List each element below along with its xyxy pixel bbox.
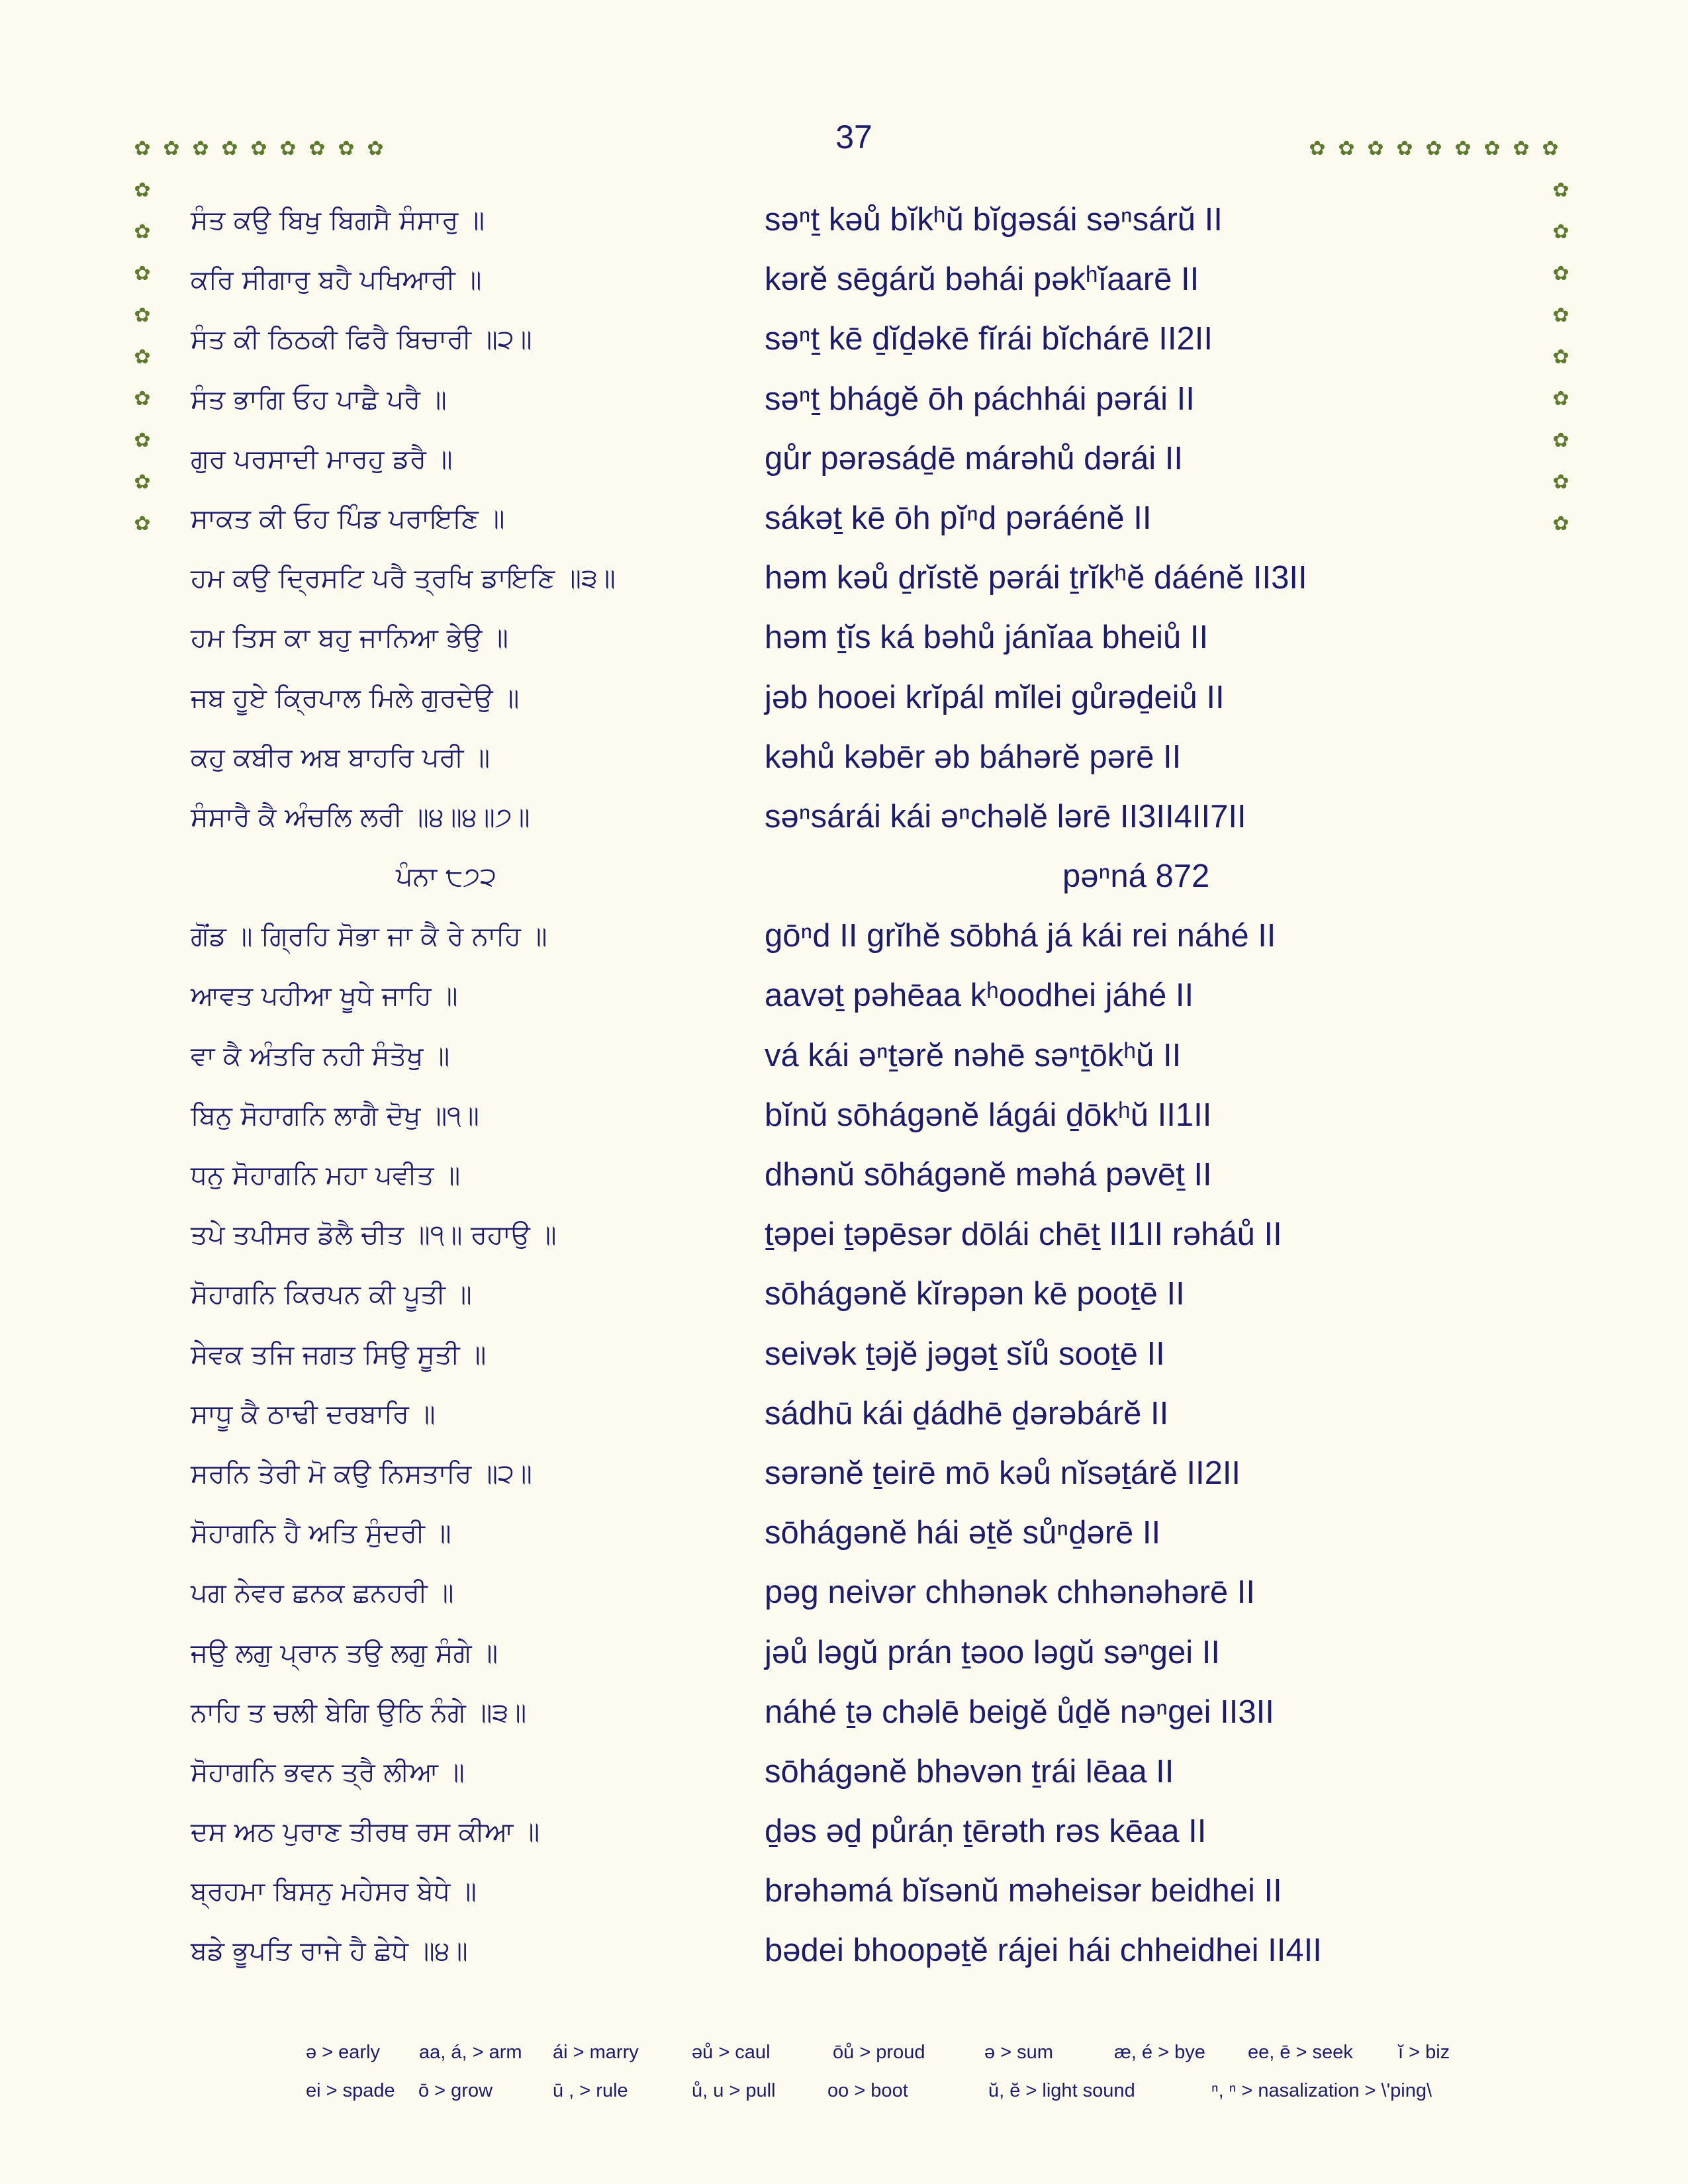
flower-ornament-icon: ✿ xyxy=(134,429,151,452)
transliteration-text: həm ṯĭs ká bəhů jánĭaa bheiů II xyxy=(765,619,1209,656)
gurmukhi-text: ਸੋਹਾਗਨਿ ਭਵਨ ਤ੍ਰੈ ਲੀਆ ॥ xyxy=(191,1756,465,1788)
transliteration-text: jəů ləgŭ prán ṯəoo ləgŭ səⁿgei II xyxy=(765,1634,1221,1670)
transliteration-text: ḏəs əḏ půráṇ ṯērəth rəs kēaa II xyxy=(765,1813,1207,1850)
flower-ornament-icon: ✿ xyxy=(134,471,151,494)
transliteration-text: bĭnŭ sōhágənĕ lágái ḏōkʰŭ II1II xyxy=(765,1097,1212,1133)
transliteration-text: brəhəmá bĭsənŭ məheisər beidhei II xyxy=(765,1873,1282,1909)
flower-ornament-icon: ✿ xyxy=(1513,137,1530,160)
legend-item: ə > early xyxy=(306,2042,381,2063)
gurmukhi-text: ਸੰਤ ਭਾਗਿ ਓਹ ਪਾਛੈ ਪਰੈ ॥ xyxy=(191,384,447,415)
verse-row xyxy=(0,1386,1688,1445)
transliteration-text: səⁿsárái kái əⁿchəlĕ lərē II3II4II7II xyxy=(765,798,1246,835)
flower-ornament-icon: ✿ xyxy=(134,179,151,202)
legend-row xyxy=(0,2042,1688,2080)
verse-row xyxy=(0,1445,1688,1505)
flower-ornament-icon: ✿ xyxy=(367,137,384,160)
legend-item: ⁿ, ⁿ > nasalization > \'ping\ xyxy=(1211,2080,1432,2101)
verse-row xyxy=(0,1206,1688,1266)
legend-item: ōů > proud xyxy=(833,2042,925,2063)
legend-item: ei > spade xyxy=(306,2080,395,2101)
gurmukhi-text: ਧਨੁ ਸੋਹਾਗਨਿ ਮਹਾ ਪਵੀਤ ॥ xyxy=(191,1160,461,1191)
flower-ornament-icon: ✿ xyxy=(134,304,151,327)
gurmukhi-text: ਪਗ ਨੇਵਰ ਛਨਕ ਛਨਹਰੀ ॥ xyxy=(191,1578,454,1609)
verse-row xyxy=(0,1625,1688,1684)
flower-ornament-icon: ✿ xyxy=(1552,429,1570,452)
verse-row xyxy=(0,311,1688,371)
legend-row xyxy=(0,2080,1688,2118)
transliteration-text: seivək ṯəjĕ jəgəṯ sĭů sooṯē II xyxy=(765,1336,1165,1372)
transliteration-text: səⁿṯ bhágĕ ōh páchhái pərái II xyxy=(765,381,1195,417)
verse-row xyxy=(0,490,1688,550)
flower-ornament-icon: ✿ xyxy=(1542,137,1559,160)
verse-row xyxy=(0,1565,1688,1624)
legend-item: ee, ē > seek xyxy=(1248,2042,1353,2063)
gurmukhi-text: ਬ੍ਰਹਮਾ ਬਿਸਨੁ ਮਹੇਸਰ ਬੇਧੇ ॥ xyxy=(191,1876,477,1907)
flower-ornament-icon: ✿ xyxy=(1552,512,1570,535)
verse-row xyxy=(0,1803,1688,1863)
flower-ornament-icon: ✿ xyxy=(1425,137,1442,160)
page-number: 37 xyxy=(835,118,872,156)
transliteration-text: náhé ṯə chəlē beigĕ ůḏĕ nəⁿgei II3II xyxy=(765,1694,1274,1730)
verse-row xyxy=(0,670,1688,729)
flower-ornament-icon: ✿ xyxy=(1483,137,1501,160)
transliteration-text: jəb hooei krĭpál mĭlei gůrəḏeiů II xyxy=(765,679,1225,715)
gurmukhi-text: ਜਉ ਲਗੁ ਪ੍ਰਾਨ ਤਉ ਲਗੁ ਸੰਗੇ ॥ xyxy=(191,1637,498,1668)
gurmukhi-text: ਗੁਰ ਪਰਸਾਦੀ ਮਾਰਹੁ ਡਰੈ ॥ xyxy=(191,443,453,475)
gurmukhi-text: ਸੰਤ ਕੀ ਠਿਠਕੀ ਫਿਰੈ ਬਿਚਾਰੀ ॥੨॥ xyxy=(191,324,532,355)
flower-ornament-icon: ✿ xyxy=(134,137,151,160)
verse-row xyxy=(0,610,1688,669)
legend-item: ĭ > biz xyxy=(1398,2042,1450,2063)
gurmukhi-text: ਸਰਨਿ ਤੇਰੀ ਮੋ ਕਉ ਨਿਸਤਾਰਿ ॥੨॥ xyxy=(191,1458,532,1489)
gurmukhi-text: ਸੇਵਕ ਤਜਿ ਜਗਤ ਸਿਉ ਸੂਤੀ ॥ xyxy=(191,1339,487,1370)
flower-ornament-icon: ✿ xyxy=(134,262,151,285)
flower-ornament-icon: ✿ xyxy=(1552,345,1570,369)
flower-ornament-icon: ✿ xyxy=(134,387,151,410)
gurmukhi-text: ਜਬ ਹੂਏ ਕ੍ਰਿਪਾਲ ਮਿਲੇ ਗੁਰਦੇਉ ॥ xyxy=(191,682,520,713)
verse-row xyxy=(0,1863,1688,1923)
legend-item: ŭ, ĕ > light sound xyxy=(988,2080,1135,2101)
flower-ornament-icon: ✿ xyxy=(134,345,151,369)
transliteration-text: səⁿṯ kəů bĭkʰŭ bĭgəsái səⁿsárŭ II xyxy=(765,202,1223,238)
verse-row xyxy=(0,251,1688,311)
transliteration-text: sákəṯ kē ōh pĭⁿd pəráénĕ II xyxy=(765,500,1152,536)
flower-ornament-icon: ✿ xyxy=(163,137,180,160)
transliteration-text: vá kái əⁿṯərĕ nəhē səⁿṯōkʰŭ II xyxy=(765,1037,1182,1073)
flower-ornament-icon: ✿ xyxy=(1454,137,1472,160)
legend-item: ū , > rule xyxy=(553,2080,628,2101)
flower-ornament-icon: ✿ xyxy=(250,137,267,160)
transliteration-text: sōhágənĕ hái əṯĕ sůⁿḏərē II xyxy=(765,1515,1161,1551)
verse-row xyxy=(0,1326,1688,1386)
transliteration-text: gůr pərəsáḏē márəhů dərái II xyxy=(765,440,1183,477)
verse-row xyxy=(0,192,1688,251)
transliteration-text: sōhágənĕ bhəvən ṯrái lēaa II xyxy=(765,1753,1174,1790)
flower-ornament-icon: ✿ xyxy=(1396,137,1413,160)
verse-row xyxy=(0,908,1688,968)
flower-ornament-icon: ✿ xyxy=(279,137,297,160)
gurmukhi-text: ਪੰਨਾ ੮੭੨ xyxy=(396,862,497,893)
legend-item: oo > boot xyxy=(827,2080,908,2101)
legend-item: ə > sum xyxy=(984,2042,1053,2063)
transliteration-text: dhənŭ sōhágənĕ məhá pəvēṯ II xyxy=(765,1157,1212,1193)
gurmukhi-text: ਦਸ ਅਠ ਪੁਰਾਣ ਤੀਰਥ ਰਸ ਕੀਆ ॥ xyxy=(191,1817,540,1848)
verse-lines xyxy=(0,192,1688,1983)
flower-ornament-icon: ✿ xyxy=(1552,387,1570,410)
legend-item: ů, u > pull xyxy=(692,2080,776,2101)
gurmukhi-text: ਸੰਸਾਰੈ ਕੈ ਅੰਚਲਿ ਲਰੀ ॥੪॥੪॥੭॥ xyxy=(191,801,530,833)
gurmukhi-text: ਸਾਧੂ ਕੈ ਠਾਢੀ ਦਰਬਾਰਿ ॥ xyxy=(191,1398,436,1430)
gurmukhi-text: ਬਿਨੁ ਸੋਹਾਗਨਿ ਲਾਗੈ ਦੋਖੁ ॥੧॥ xyxy=(191,1100,479,1131)
gurmukhi-text: ਕਰਿ ਸੀਗਾਰੁ ਬਹੈ ਪਖਿਆਰੀ ॥ xyxy=(191,265,482,296)
transliteration-text: həm kəů ḏrĭstĕ pərái ṯrĭkʰĕ dáénĕ II3II xyxy=(765,560,1307,596)
gurmukhi-text: ਨਾਹਿ ਤ ਚਲੀ ਬੇਗਿ ਉਠਿ ਨੰਗੇ ॥੩॥ xyxy=(191,1697,527,1728)
transliteration-text: ṯəpei ṯəpēsər dōlái chēṯ II1II rəháů II xyxy=(765,1216,1282,1253)
flower-ornament-icon: ✿ xyxy=(1552,220,1570,244)
gurmukhi-text: ਆਵਤ ਪਹੀਆ ਖੂਧੇ ਜਾਹਿ ॥ xyxy=(191,981,458,1012)
legend-item: aa, á, > arm xyxy=(419,2042,522,2063)
gurmukhi-text: ਗੋਂਡ ॥ ਗ੍ਰਿਹਿ ਸੋਭਾ ਜਾ ਕੈ ਰੇ ਨਾਹਿ ॥ xyxy=(191,921,547,952)
flower-ornament-icon: ✿ xyxy=(338,137,355,160)
gurmukhi-text: ਤਪੇ ਤਪੀਸਰ ਡੋਲੈ ਚੀਤ ॥੧॥ ਰਹਾਉ ॥ xyxy=(191,1220,557,1251)
transliteration-text: sōhágənĕ kĭrəpən kē pooṯē II xyxy=(765,1276,1185,1312)
verse-row xyxy=(0,1505,1688,1565)
gurmukhi-text: ਬਡੇ ਭੂਪਤਿ ਰਾਜੇ ਹੈ ਛੇਧੇ ॥੪॥ xyxy=(191,1936,468,1967)
verse-row xyxy=(0,1744,1688,1803)
transliteration-text: kəhů kəbēr əb báhərĕ pərē II xyxy=(765,739,1182,775)
flower-ornament-icon: ✿ xyxy=(1367,137,1384,160)
gurmukhi-text: ਸੋਹਾਗਨਿ ਹੈ ਅਤਿ ਸੁੰਦਰੀ ॥ xyxy=(191,1518,451,1549)
flower-ornament-icon: ✿ xyxy=(1309,137,1326,160)
verse-row xyxy=(0,1087,1688,1147)
transliteration-text: pəⁿná 872 xyxy=(1062,858,1210,895)
gurmukhi-text: ਵਾ ਕੈ ਅੰਤਰਿ ਨਹੀ ਸੰਤੋਖੁ ॥ xyxy=(191,1040,450,1071)
gurmukhi-text: ਹਮ ਤਿਸ ਕਾ ਬਹੁ ਜਾਨਿਆ ਭੇਉ ॥ xyxy=(191,623,508,654)
pronunciation-legend xyxy=(0,2042,1688,2118)
flower-ornament-icon: ✿ xyxy=(1338,137,1355,160)
transliteration-text: kərĕ sēgárŭ bəhái pəkʰĭaarē II xyxy=(765,261,1199,298)
legend-item: ō > grow xyxy=(418,2080,493,2101)
verse-row xyxy=(0,1684,1688,1744)
flower-ornament-icon: ✿ xyxy=(134,512,151,535)
gurmukhi-text: ਹਮ ਕਉ ਦ੍ਰਿਸਟਿ ਪਰੈ ਤ੍ਰਖਿ ਡਾਇਣਿ ॥੩॥ xyxy=(191,563,616,594)
verse-row xyxy=(0,1923,1688,1982)
transliteration-text: sərənĕ ṯeirē mō kəů nĭsəṯárĕ II2II xyxy=(765,1455,1241,1491)
verse-row xyxy=(0,789,1688,848)
verse-row xyxy=(0,550,1688,610)
flower-ornament-icon: ✿ xyxy=(1552,179,1570,202)
verse-row xyxy=(0,1147,1688,1206)
transliteration-text: aavəṯ pəhēaa kʰoodhei jáhé II xyxy=(765,978,1194,1014)
gurmukhi-text: ਸਾਕਤ ਕੀ ਓਹ ਪਿੰਡ ਪਰਾਇਣਿ ॥ xyxy=(191,503,505,534)
transliteration-text: sádhū kái ḏádhē ḏərəbárĕ II xyxy=(765,1395,1169,1432)
flower-ornament-icon: ✿ xyxy=(134,220,151,244)
flower-ornament-icon: ✿ xyxy=(1552,262,1570,285)
transliteration-text: pəg neivər chhənək chhənəhərē II xyxy=(765,1574,1255,1611)
transliteration-text: gōⁿd II grĭhĕ sōbhá já kái rei náhé II xyxy=(765,918,1276,954)
verse-row xyxy=(0,968,1688,1027)
gurmukhi-text: ਕਹੁ ਕਬੀਰ ਅਬ ਬਾਹਰਿ ਪਰੀ ॥ xyxy=(191,742,491,773)
page-heading-row xyxy=(0,848,1688,908)
legend-item: əů > caul xyxy=(692,2042,771,2063)
flower-ornament-icon: ✿ xyxy=(1552,471,1570,494)
gurmukhi-text: ਸੰਤ ਕਉ ਬਿਖੁ ਬਿਗਸੈ ਸੰਸਾਰੁ ॥ xyxy=(191,205,485,236)
verse-row xyxy=(0,1266,1688,1326)
verse-row xyxy=(0,1028,1688,1087)
legend-item: æ, é > bye xyxy=(1114,2042,1205,2063)
flower-ornament-icon: ✿ xyxy=(1552,304,1570,327)
verse-row xyxy=(0,729,1688,789)
flower-ornament-icon: ✿ xyxy=(308,137,326,160)
flower-ornament-icon: ✿ xyxy=(221,137,238,160)
transliteration-text: səⁿṯ kē ḏĭḏəkē fĭrái bĭchárē II2II xyxy=(765,321,1213,357)
gurmukhi-text: ਸੋਹਾਗਨਿ ਕਿਰਪਨ ਕੀ ਪੂਤੀ ॥ xyxy=(191,1279,472,1310)
transliteration-text: bədei bhoopəṯĕ rájei hái chheidhei II4II xyxy=(765,1933,1322,1969)
verse-row xyxy=(0,431,1688,494)
flower-ornament-icon: ✿ xyxy=(192,137,209,160)
legend-item: ái > marry xyxy=(553,2042,639,2063)
verse-row xyxy=(0,371,1688,431)
